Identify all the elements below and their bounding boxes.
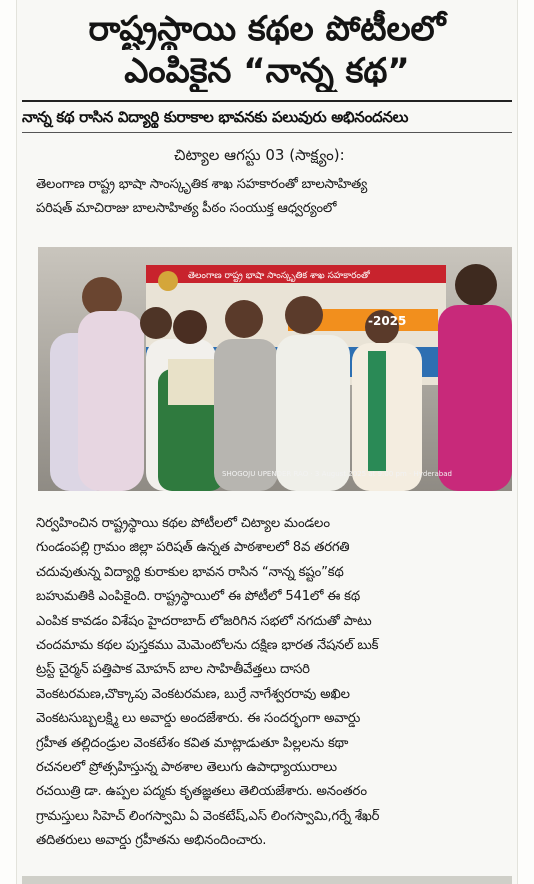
top-rule — [22, 100, 512, 102]
sub-rule — [22, 132, 512, 133]
text-line: ట్రస్ట్ చైర్మన్ పత్తిపాక మోహన్ బాల సాహితీవేత్తలు దాసరి — [36, 662, 310, 678]
text-line: గ్రామస్తులు సిహెచ్ లింగస్వామి ఏ వెంకటేష్,ఎస్ లింగస్వామి,గర్నే శేఖర్ — [36, 808, 380, 824]
photo-stamp: SHOGOJU UPENDER RAO · 3 August 2025 at 9:00 pm · Hyderabad — [222, 470, 452, 478]
text-line: నిర్వహించిన రాష్ట్రస్థాయి కథల పోటీలలో చిట్యాల మండలం — [36, 516, 330, 531]
dateline: చిట్యాల ఆగస్టు 03 (సాక్ష్యం): — [174, 146, 345, 164]
headline-line-1: రాష్ట్రస్థాయి కథల పోటీలలో — [88, 9, 446, 49]
event-photo — [38, 247, 512, 491]
text-line: చదువుతున్న విద్యార్థి కురాకుల భావన రాసిన “నాన్న కష్టం”కథ — [36, 564, 344, 580]
paragraph-intro — [36, 173, 504, 222]
headline-line-2: ఎంపికైన “నాన్న కథ” — [124, 51, 410, 91]
event-photo-illustration — [38, 247, 512, 491]
text-line: వెంకటసుబ్బలక్ష్మి లు అవార్డు అందజేశారు. ఈ సందర్భంగా అవార్డు — [36, 711, 361, 727]
text-line: తెలంగాణ రాష్ట్ర భాషా సాంస్కృతిక శాఖ సహకారంతో బాలసాహిత్య — [36, 177, 368, 192]
text-line: రచయిత్రి డా. ఉప్పల పద్మకు కృతజ్ఞతలు తెలియజేశారు. అనంతరం — [36, 784, 367, 800]
text-line: తదితరులు అవార్డు గ్రహీతను అభినందించారు. — [36, 833, 267, 849]
text-line: బహుమతికి ఎంపికైంది. రాష్ట్రస్థాయిలో ఈ పోటీలో 541లో ఈ కథ — [36, 589, 360, 605]
text-line: రచనలలో ప్రోత్సహిస్తున్న పాఠశాల తెలుగు ఉపాధ్యాయురాలు — [36, 759, 337, 775]
text-line: వెంకటరమణ,చొక్కాపు వెంకటరమణ, బుర్రే నాగేశ్వరరావు అఖిల — [36, 686, 350, 702]
text-line: చందమామ కథల పుస్తకము మెమెంటోలను దక్షిణ భారత నేషనల్ బుక్ — [36, 637, 379, 653]
text-line: గ్రహీత తల్లిదండ్రుల వెంకటేశం కవిత మాట్లాడుతూ పిల్లలను కథా — [36, 735, 349, 751]
banner-text: తెలంగాణ రాష్ట్ర భాషా సాంస్కృతిక శాఖ సహకారంతో — [188, 271, 370, 281]
text-line: ఎంపిక కావడం విశేషం హైదరాబాద్ లోజరిగిన సభలో నగదుతో పాటు — [36, 613, 372, 629]
banner-year: -2025 — [368, 314, 407, 328]
text-line: పరిషత్ మాచిరాజు బాలసాహిత్య పీఠం సంయుక్త ఆధ్వర్యంలో — [36, 201, 337, 217]
text-line: గుండంపల్లి గ్రామం జిల్లా పరిషత్ ఉన్నత పాఠశాలలో 8వ తరగతి — [36, 540, 350, 556]
subheadline: నాన్న కథ రాసిన విద్యార్థి కురాకాల భావనకు పలువురు అభినందనలు — [22, 108, 409, 126]
bottom-cut-edge — [22, 876, 512, 884]
paragraph-body — [36, 512, 504, 853]
